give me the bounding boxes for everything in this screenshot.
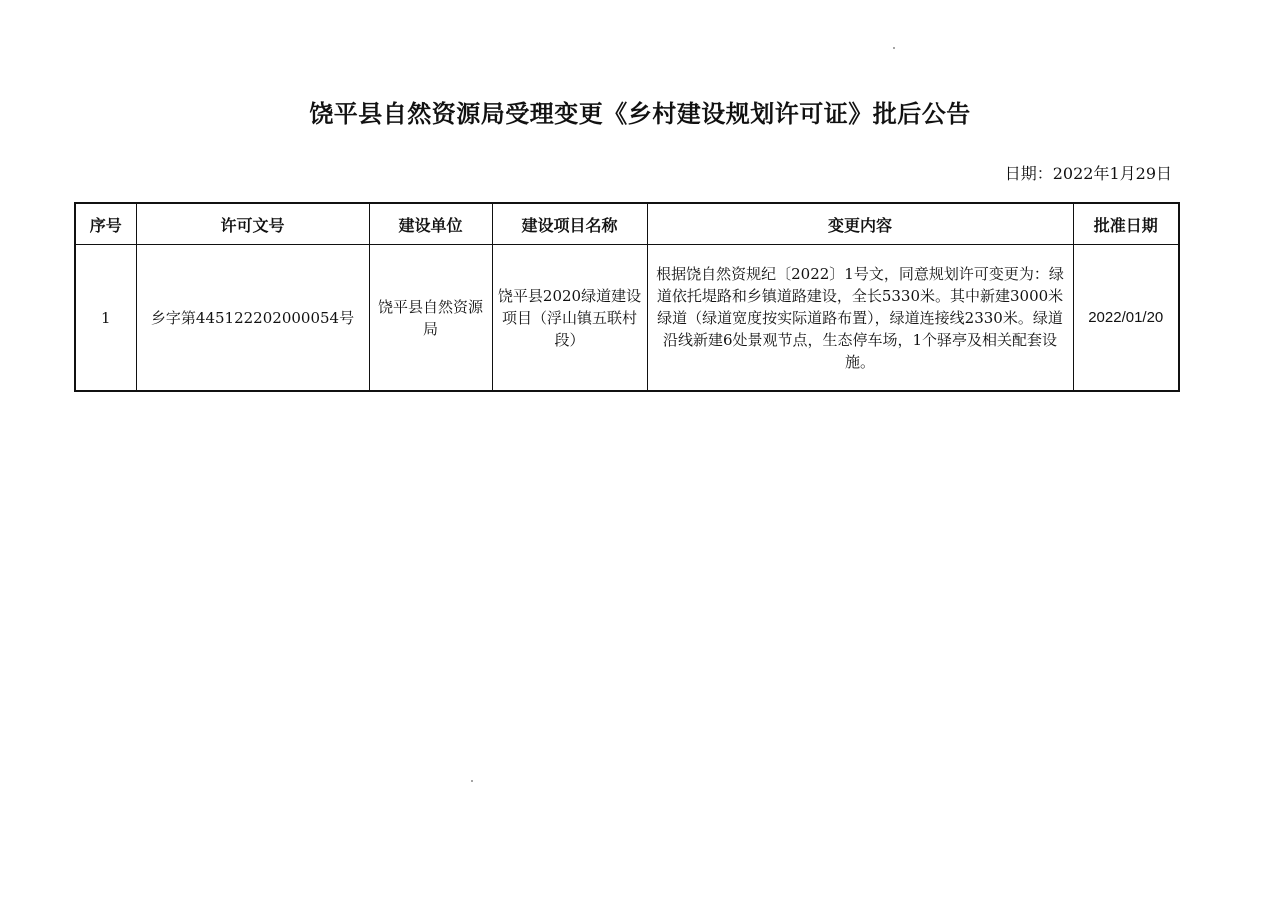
table-row (75, 245, 1179, 392)
notice-table (74, 202, 1180, 392)
cell-change-content: 根据饶自然资规纪〔2022〕1号文，同意规划许可变更为：绿道依托堤路和乡镇道路建设，全长5330米。其中新建3000米绿道（绿道宽度按实际道路布置），绿道连接线2330米。绿道沿线新建6处景观节点，生态停车场，1个驿亭及相关配套设施。 (647, 245, 1073, 392)
cell-approval-date: 2022/01/20 (1073, 245, 1179, 392)
cell-permit-number: 乡字第445122202000054号 (136, 245, 369, 392)
cell-construction-unit: 饶平县自然资源局 (369, 245, 492, 392)
header-approval-date: 批准日期 (1073, 203, 1179, 245)
header-serial: 序号 (75, 203, 136, 245)
notice-title: 饶平县自然资源局受理变更《乡村建设规划许可证》批后公告 (309, 100, 971, 128)
scan-speck (893, 47, 895, 49)
notice-date: 日期：2022年1月29日 (1004, 164, 1172, 183)
table-header-row (75, 203, 1179, 245)
header-permit-number: 许可文号 (136, 203, 369, 245)
cell-project-name: 饶平县2020绿道建设项目（浮山镇五联村段） (492, 245, 647, 392)
header-project-name: 建设项目名称 (492, 203, 647, 245)
header-change-content: 变更内容 (647, 203, 1073, 245)
scan-speck (471, 780, 473, 782)
cell-serial: 1 (75, 245, 136, 392)
header-construction-unit: 建设单位 (369, 203, 492, 245)
